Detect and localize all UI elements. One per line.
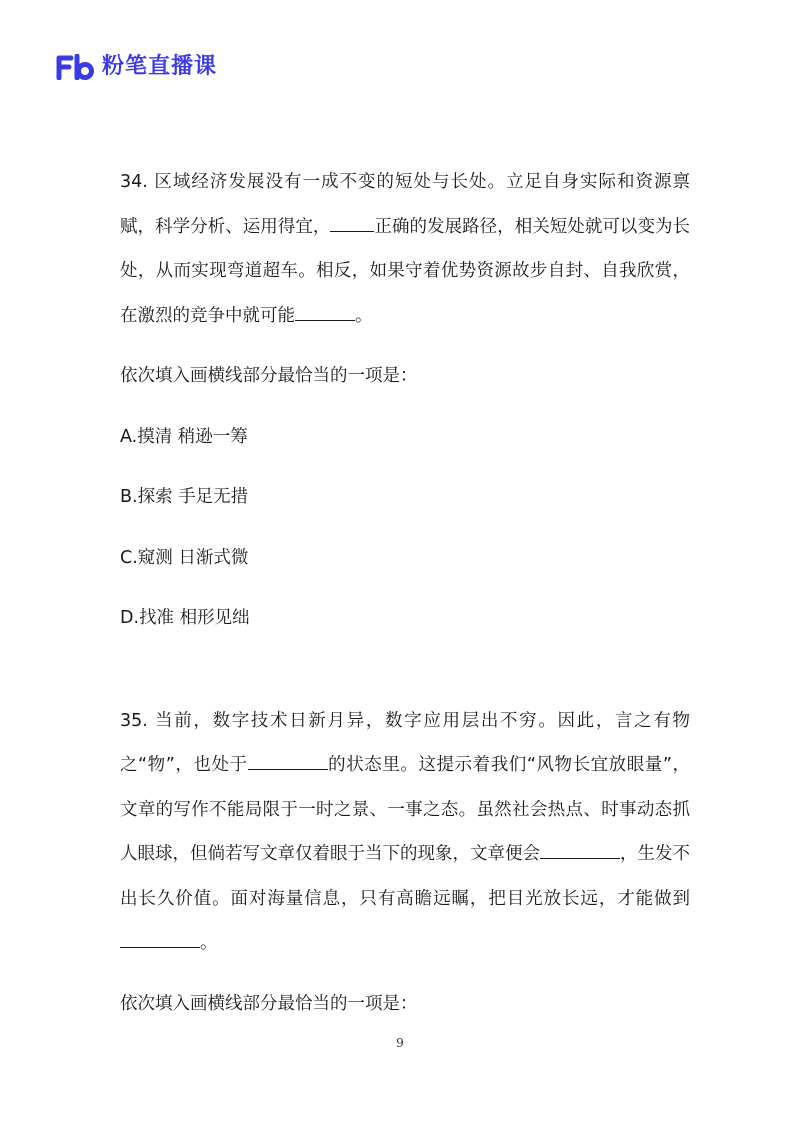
- question-prompt: 依次填入画横线部分最恰当的一项是：: [120, 366, 418, 386]
- question-number: 35.: [120, 710, 148, 731]
- answer-blank: [248, 751, 328, 770]
- page-number: 9: [396, 1036, 404, 1050]
- brand-logo: [56, 52, 217, 82]
- answer-blank: [540, 840, 620, 859]
- option-b: B.探索 手足无措: [120, 487, 249, 507]
- question-stem: [120, 160, 690, 338]
- question-number: 34.: [120, 172, 148, 192]
- stem-text: 区域经济发展没有一成不变的短处与长处。立足自身实际和资源禀赋，科学分析、运用得宜，: [120, 172, 690, 237]
- option-list: [120, 415, 690, 641]
- stem-text: 正确的发展路径，相关短处就可以变为长处，从而实现弯道超车。相反，如果守着优势资源故步自封、自我欣赏，在激烈的竞争中就可能: [120, 216, 691, 326]
- option-d: D.找准 相形见绌: [120, 608, 250, 628]
- answer-blank: [330, 212, 374, 231]
- stem-text: 的状态里。这提示着我们“风物长宜放眼量”，文章的写作不能局限于一时之景、一事之态。虽然社会热点、时事动态抓人眼球，但倘若写文章仅着眼于当下的现象，文章便会: [120, 755, 690, 864]
- stem-text: 。: [355, 305, 373, 326]
- stem-text: 。: [200, 933, 218, 953]
- stem-text: 当前，数字技术日新月异，数字应用层出不穷。因此，言之有物之“物”，也处于: [120, 710, 690, 775]
- question-stem: [120, 699, 690, 966]
- fenbi-logo-icon: [56, 54, 96, 80]
- option-c: C.窥测 日渐式微: [120, 547, 249, 568]
- answer-blank: [295, 301, 355, 320]
- question-34: [120, 160, 690, 641]
- answer-blank: [120, 929, 200, 948]
- question-prompt: 依次填入画横线部分最恰当的一项是：: [120, 993, 418, 1014]
- option-a: A.摸清 稍逊一筹: [120, 426, 248, 447]
- logo-text: 粉笔直播课: [102, 54, 218, 79]
- stem-text: ，生发不出长久价值。面对海量信息，只有高瞻远瞩，把目光放长远，才能做到: [120, 844, 690, 909]
- page-content: [120, 160, 690, 1026]
- question-35: [120, 699, 690, 1027]
